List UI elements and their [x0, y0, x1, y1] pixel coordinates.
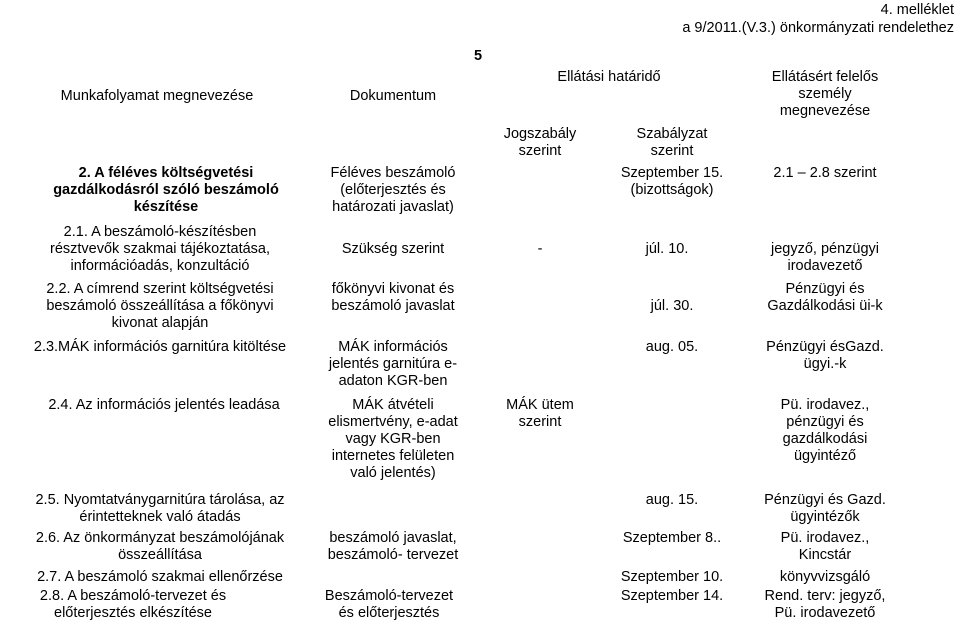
- row1-responsible: 2.1 – 2.8 szerint: [773, 165, 877, 181]
- row7-responsible: Pü. irodavez., Kincstár: [780, 530, 870, 563]
- row7-rule: Szeptember 8..: [622, 530, 722, 546]
- row2-responsible: jegyző, pénzügyi irodavezető: [770, 241, 880, 274]
- row5-responsible: Pü. irodavez., pénzügyi és gazdálkodási ügyintéző: [780, 397, 870, 464]
- row9-rule: Szeptember 14.: [620, 588, 724, 604]
- row9-responsible: Rend. terv: jegyző, Pü. irodavezető: [764, 588, 886, 621]
- row2-process: 2.1. A beszámoló-készítésben résztvevők szakmai tájékoztatása, információadás, konzultáció: [49, 224, 271, 274]
- header-deadline-law: Jogszabály szerint: [503, 126, 577, 159]
- row8-rule: Szeptember 10.: [620, 569, 724, 585]
- row3-process: 2.2. A címrend szerint költségvetési beszámoló összeállítása a főkönyvi kivonat alapján: [46, 281, 274, 331]
- row1-document: Féléves beszámoló (előterjesztés és határozati javaslat): [330, 165, 456, 215]
- row7-document: beszámoló javaslat, beszámoló- tervezet: [327, 530, 459, 563]
- row3-responsible: Pénzügyi és Gazdálkodási üi-k: [767, 281, 883, 314]
- header-document: Dokumentum: [349, 88, 437, 104]
- row5-law: MÁK ütem szerint: [506, 397, 574, 430]
- annex-line-1: 4. melléklet: [880, 2, 954, 18]
- header-deadline: Ellátási határidő: [557, 69, 661, 85]
- row8-process: 2.7. A beszámoló szakmai ellenőrzése: [37, 569, 283, 585]
- header-responsible: Ellátásért felelős személy megnevezése: [771, 69, 879, 119]
- row8-responsible: könyvvizsgáló: [779, 569, 871, 585]
- row1-rule: Szeptember 15. (bizottságok): [620, 165, 724, 198]
- row4-rule: aug. 05.: [645, 339, 699, 355]
- row9-document: Beszámoló-tervezet és előterjesztés: [324, 588, 454, 621]
- row4-document: MÁK információs jelentés garnitúra e- adaton KGR-ben: [328, 339, 458, 389]
- header-deadline-rule: Szabályzat szerint: [636, 126, 708, 159]
- header-process: Munkafolyamat megnevezése: [60, 88, 254, 104]
- page-number: 5: [474, 48, 483, 64]
- row6-responsible: Pénzügyi és Gazd. ügyintézők: [764, 492, 886, 525]
- row1-process: 2. A féléves költségvetési gazdálkodásról szóló beszámoló készítése: [53, 165, 279, 215]
- row7-process: 2.6. Az önkormányzat beszámolójának összeállítása: [35, 530, 285, 563]
- row4-process: 2.3.MÁK információs garnitúra kitöltése: [33, 339, 287, 355]
- row2-law: -: [537, 241, 543, 257]
- row5-process: 2.4. Az információs jelentés leadása: [48, 397, 280, 413]
- row6-process: 2.5. Nyomtatványgarnitúra tárolása, az érintetteknek való átadás: [35, 492, 285, 525]
- row6-rule: aug. 15.: [645, 492, 699, 508]
- row2-document: Szükség szerint: [341, 241, 445, 257]
- row5-document: MÁK átvételi elismertvény, e-adat vagy KGR-ben internetes felületen való jelentés): [328, 397, 458, 481]
- row3-document: főkönyvi kivonat és beszámoló javaslat: [331, 281, 455, 314]
- row9-process: 2.8. A beszámoló-tervezet és előterjesztés elkészítése: [39, 588, 227, 621]
- row3-rule: júl. 30.: [650, 298, 694, 314]
- row2-rule: júl. 10.: [645, 241, 689, 257]
- annex-line-2: a 9/2011.(V.3.) önkormányzati rendelethez: [682, 20, 954, 36]
- row4-responsible: Pénzügyi ésGazd. ügyi.-k: [766, 339, 884, 372]
